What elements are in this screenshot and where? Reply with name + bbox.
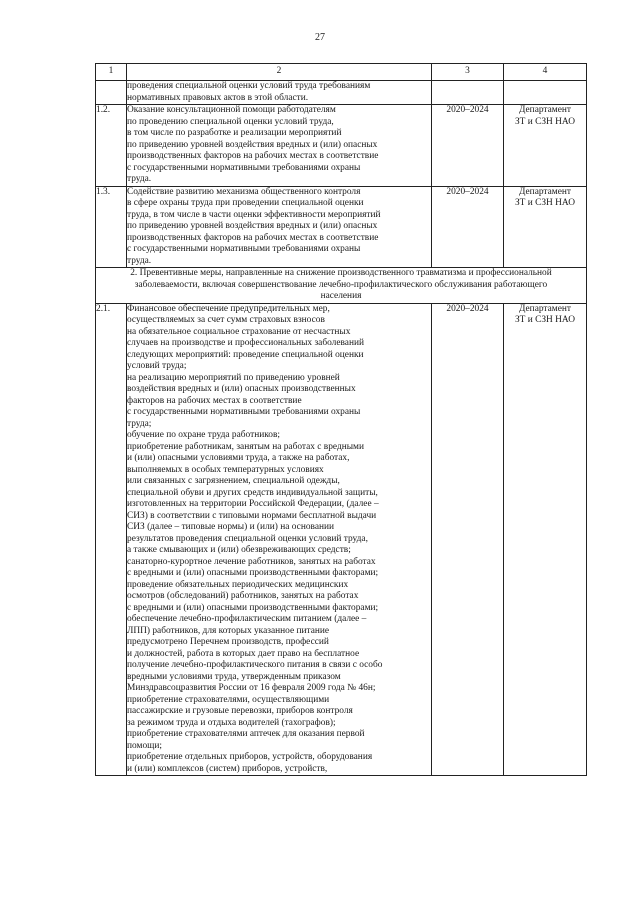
text-line: Финансовое обеспечение предупредительных мер, (127, 303, 330, 314)
row-text (127, 105, 432, 187)
row-number: 1.3. (96, 186, 127, 268)
row-responsible (504, 81, 587, 105)
text-line: труда, в том числе в части оценки эффективности мероприятий (127, 209, 381, 220)
text-line: помощи; (127, 740, 162, 751)
row-period (432, 81, 504, 105)
row-number: 1.2. (96, 105, 127, 187)
text-line: следующих мероприятий: проведение специальной оценки (127, 349, 364, 360)
text-line: Департамент (519, 303, 571, 314)
row-number: 2.1. (96, 303, 127, 776)
text-line: 2. Превентивные меры, направленные на снижение производственного травматизма и профессиональной (130, 268, 552, 278)
row-period: 2020–2024 (432, 105, 504, 187)
text-line: за режимом труда и отдыха водителей (тахографов); (127, 717, 336, 728)
text-line: нормативных правовых актов в этой области. (127, 92, 309, 103)
page-number: 27 (315, 32, 325, 43)
text-line: ЛПП) работников, для которых указанное питание (127, 625, 330, 636)
text-line: Содействие развитию механизма общественного контроля (127, 186, 361, 197)
text-line: получение лечебно-профилактического питания в связи с особо (127, 660, 383, 670)
text-line: производственных факторов на рабочих местах в соответствие (127, 232, 379, 243)
text-line: воздействия вредных и (или) опасных производственных (127, 384, 356, 394)
row-period: 2020–2024 (432, 303, 504, 776)
text-line: ЗТ и СЗН НАО (514, 198, 576, 208)
text-line: труда; (127, 418, 152, 429)
text-line: производственных факторов на рабочих местах в соответствие (127, 151, 379, 161)
text-line: приобретение страхователями, осуществляющими (127, 694, 330, 705)
text-line: проведения специальной оценки условий труда требованиям (127, 81, 371, 91)
table-row-2-1 (96, 303, 587, 776)
table-row-continuation (96, 81, 587, 105)
text-line: предусмотрено Перечнем производств, профессий (127, 637, 329, 647)
row-period: 2020–2024 (432, 186, 504, 268)
measures-table (95, 63, 587, 776)
row-number (96, 81, 127, 105)
text-line: условий труда; (127, 361, 187, 371)
text-line: и должностей, работа в которых дает право на бесплатное (127, 648, 360, 659)
text-line: с вредными и (или) опасными производственными факторами; (127, 568, 379, 578)
text-line: пассажирские и грузовые перевозки, приборов контроля (127, 706, 353, 716)
section-2-heading (96, 268, 587, 304)
text-line: санаторно-курортное лечение работников, занятых на работах (127, 556, 376, 567)
text-line: осуществляемых за счет сумм страховых взносов (127, 315, 325, 325)
text-line: по проведению специальной оценки условий труда, (127, 116, 334, 127)
row-text (127, 303, 432, 776)
text-line: труда. (127, 255, 152, 266)
text-line: Минздравсоцразвития России от 16 февраля 2009 года № 46н; (127, 683, 376, 693)
section-heading-row (96, 268, 587, 304)
text-line: труда. (127, 174, 152, 184)
row-responsible (504, 186, 587, 268)
text-line: с государственными нормативными требованиями охраны (127, 244, 361, 254)
text-line: проведение обязательных периодических медицинских (127, 579, 349, 590)
text-line: ЗТ и СЗН НАО (514, 315, 576, 325)
text-line: вредными условиями труда, утвержденным приказом (127, 671, 341, 682)
text-line: Оказание консультационной помощи работодателям (127, 105, 336, 115)
text-line: и (или) комплексов (систем) приборов, устройств, (127, 763, 328, 774)
row-text (127, 186, 432, 268)
text-line: на обязательное социальное страхование от несчастных (127, 326, 351, 337)
text-line: населения (320, 291, 362, 301)
text-line: заболеваемости, включая совершенствование лечебно-профилактического обслуживания работающего (134, 279, 548, 290)
text-line: СИЗ) в соответствии с типовыми нормами бесплатной выдачи (127, 510, 377, 521)
text-line: специальной обуви и других средств индивидуальной защиты, (127, 487, 378, 498)
text-line: приобретение отдельных приборов, устройств, оборудования (127, 752, 373, 762)
text-line: или связанных с загрязнением, специальной одежды, (127, 476, 340, 486)
text-line: с государственными нормативными требованиями охраны (127, 407, 361, 417)
text-line: Департамент (519, 186, 571, 197)
text-line: обучение по охране труда работников; (127, 430, 281, 440)
row-text (127, 81, 432, 105)
text-line: на реализацию мероприятий по приведению уровней (127, 372, 340, 383)
header-col-1: 1 (96, 64, 127, 81)
text-line: в сфере охраны труда при проведении специальной оценки (127, 198, 364, 208)
text-line: изготовленных на территории Российской Федерации, (далее – (127, 499, 379, 509)
text-line: с вредными и (или) опасными производственными факторами; (127, 602, 379, 613)
text-line: осмотров (обследований) работников, занятых на работах (127, 591, 359, 601)
text-line: приобретение работникам, занятым на работах с вредными (127, 441, 364, 452)
text-line: по приведению уровней воздействия вредных и (или) опасных (127, 139, 378, 150)
table-row-1-3 (96, 186, 587, 268)
text-line: обеспечение лечебно-профилактическим питанием (далее – (127, 614, 367, 624)
text-line: по приведению уровней воздействия вредных и (или) опасных (127, 221, 378, 231)
text-line: выполняемых в особых температурных условиях (127, 464, 324, 475)
text-line: ЗТ и СЗН НАО (514, 116, 576, 127)
text-line: приобретение страхователями аптечек для оказания первой (127, 729, 365, 739)
row-responsible (504, 105, 587, 187)
table-header-row (96, 64, 587, 81)
header-col-2: 2 (127, 64, 432, 81)
text-line: Департамент (519, 105, 571, 115)
text-line: случаев на производстве и профессиональных заболеваний (127, 338, 365, 348)
row-responsible (504, 303, 587, 776)
text-line: в том числе по разработке и реализации мероприятий (127, 128, 342, 138)
text-line: СИЗ (далее – типовые нормы) и (или) на основании (127, 522, 335, 532)
text-line: и (или) опасными условиями труда, а также на работах, (127, 453, 350, 463)
table-row-1-2 (96, 105, 587, 187)
header-col-4: 4 (504, 64, 587, 81)
text-line: факторов на рабочих местах в соответствие (127, 395, 302, 406)
text-line: а также смывающих и (или) обезвреживающих средств; (127, 545, 351, 555)
header-col-3: 3 (432, 64, 504, 81)
text-line: результатов проведения специальной оценки условий труда, (127, 533, 368, 544)
text-line: с государственными нормативными требованиями охраны (127, 162, 361, 173)
